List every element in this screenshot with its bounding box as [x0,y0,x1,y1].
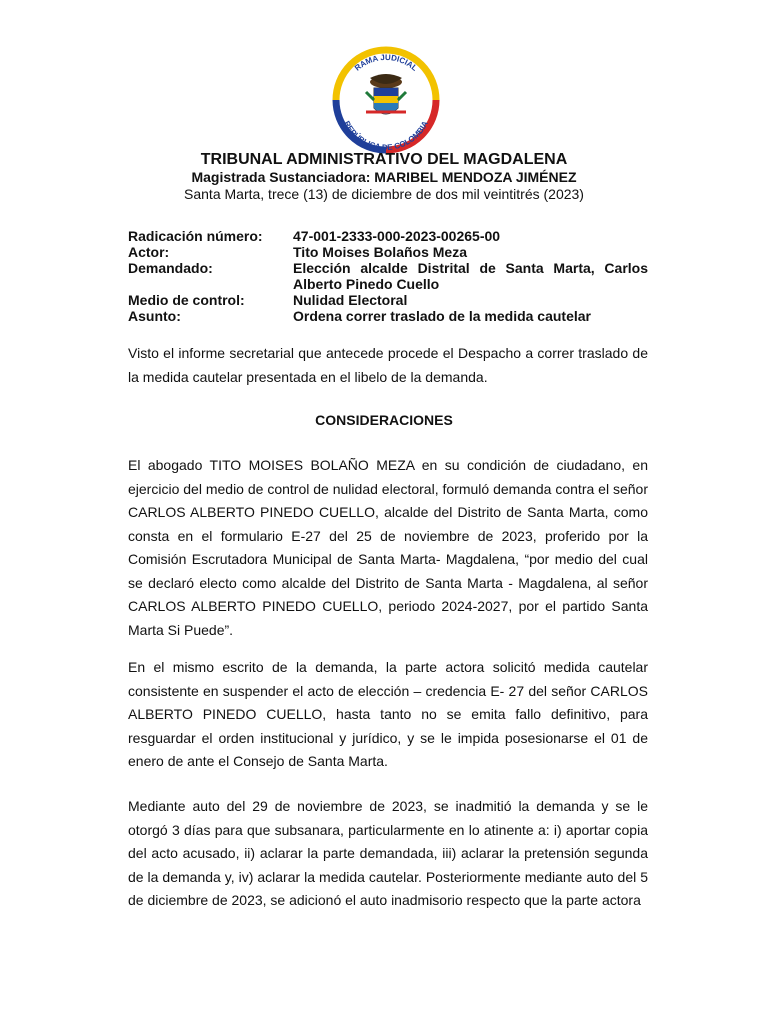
case-label: Medio de control: [128,292,245,308]
case-label: Demandado: [128,260,213,276]
case-row-actor [128,244,648,260]
case-value: 47-001-2333-000-2023-00265-00 [293,228,501,244]
case-metadata [128,228,648,324]
magistrate-name: MARIBEL MENDOZA JIMÉNEZ [374,169,577,185]
magistrate-line [0,169,768,186]
case-value: Nulidad Electoral [293,292,408,308]
seal-bottom-text: REPÚBLICA DE COLOMBIA [342,119,430,153]
section-title: CONSIDERACIONES [315,412,453,428]
body-paragraph: El abogado TITO MOISES BOLAÑO MEZA en su condición de ciudadano, en ejercicio del medio de control de nulidad electoral, formuló demanda contra el señor CARLOS ALBERTO PINEDO CUELLO, alcalde del Distrito de Santa Marta, como consta en el formulario E-27 del 25 de noviembre de 2023, proferido por la Comisión Escrutadora Municipal de Santa Marta- Magdalena, “por medio del cual se declaró electo como alcalde del Distrito de Santa Marta - Magdalena, al señor CARLOS ALBERTO PINEDO CUELLO, periodo 2024-2027, por el partido Santa Marta Si Puede”. [128,457,648,638]
magistrate-label: Magistrada Sustanciadora: [191,169,371,185]
body-paragraph: Mediante auto del 29 de noviembre de 2023, se inadmitió la demanda y se le otorgó 3 días para que subsanara, particularmente en lo atinente a: i) aportar copia del acto acusado, ii) aclarar la parte demandada, iii) aclarar la pretensión segunda de la demanda y, iv) aclarar la medida cautelar. Posteriormente mediante auto del 5 de diciembre de 2023, se adicionó el auto inadmisorio respecto que la parte actora [128,798,648,908]
intro-paragraph: Visto el informe secretarial que antecede procede el Despacho a correr traslado de la medida cautelar presentada en el libelo de la demanda. [128,345,648,385]
case-label: Radicación número: [128,228,263,244]
body-paragraph: En el mismo escrito de la demanda, la parte actora solicitó medida cautelar consistente en suspender el acto de elección – credencia E- 27 del señor CARLOS ALBERTO PINEDO CUELLO, hasta tanto no se emita fallo definitivo, para resguardar el orden institucional y jurídico, y se le impida posesionarse el 01 de enero de ante el Consejo de Santa Marta. [128,659,648,769]
case-value: Ordena correr traslado de la medida cautelar [293,308,592,324]
case-row-demandado [128,260,648,292]
case-label: Actor: [128,244,170,260]
rama-judicial-seal [322,44,450,154]
document-header [0,150,768,203]
seal-top-text: RAMA JUDICIAL [352,52,420,73]
court-name: TRIBUNAL ADMINISTRATIVO DEL MAGDALENA [200,151,568,168]
case-label: Asunto: [128,308,181,324]
coat-of-arms-icon [366,74,406,114]
case-row-medio-control [128,292,648,308]
case-value: Tito Moises Bolaños Meza [293,244,467,260]
document-date: Santa Marta, trece (13) de diciembre de dos mil veintitrés (2023) [184,186,584,202]
case-value: Elección alcalde Distrital de Santa Marta, Carlos Alberto Pinedo Cuello [293,260,648,292]
case-row-asunto [128,308,648,324]
case-row-radicacion [128,228,648,244]
